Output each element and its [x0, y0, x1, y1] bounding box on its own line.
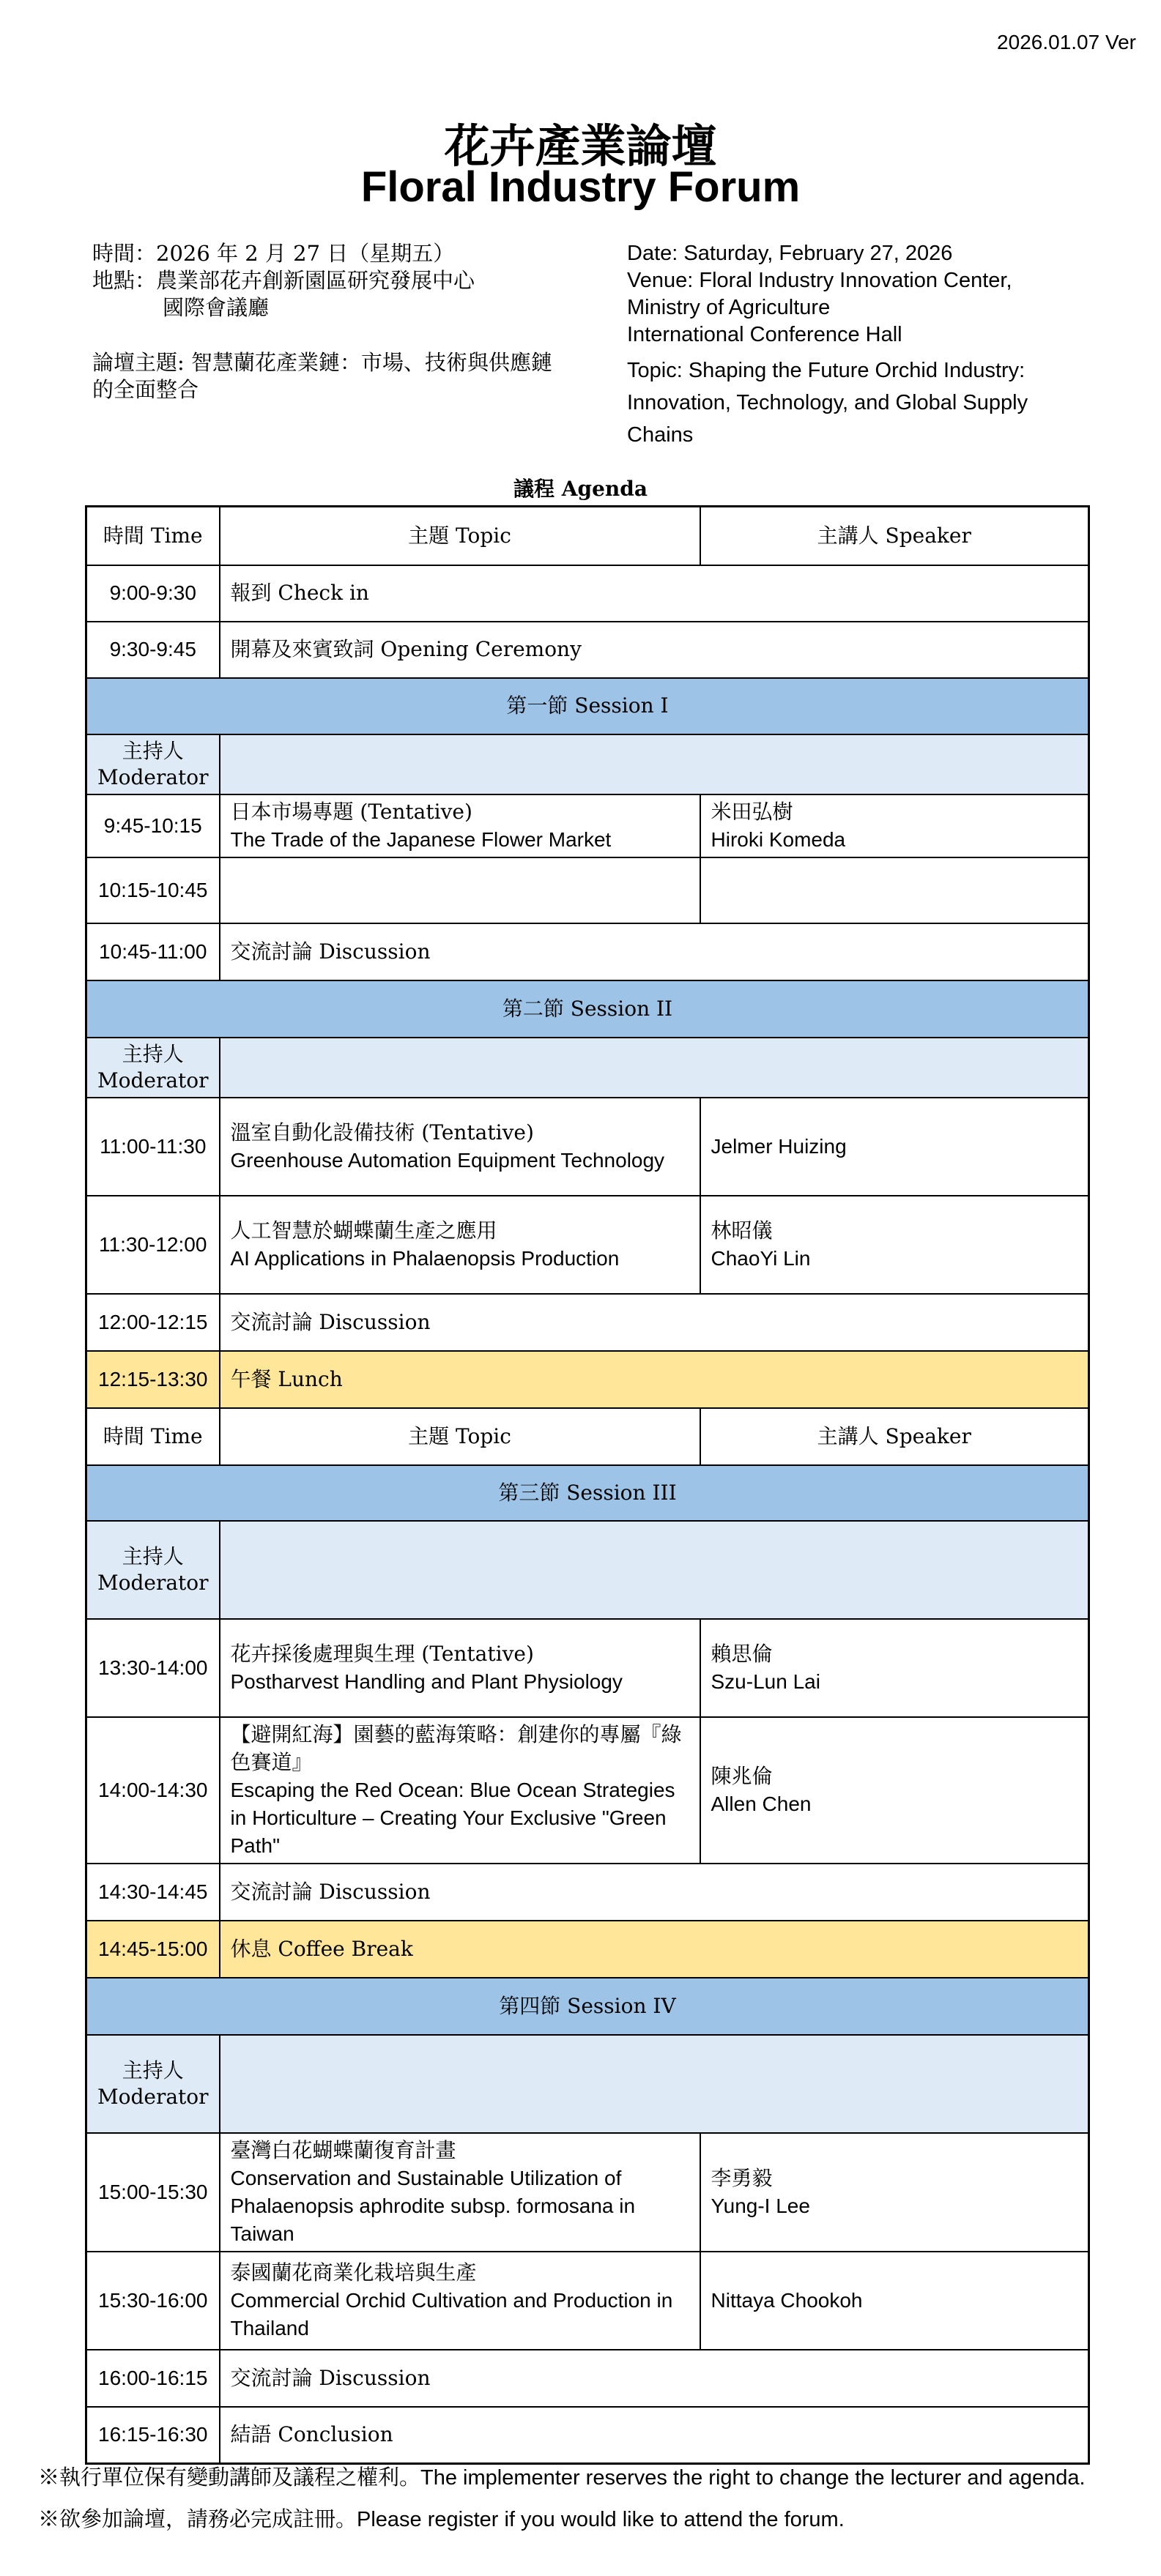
session-label: 第一節 Session I: [86, 678, 1089, 734]
info-venue-en: Venue: Floral Industry Innovation Center,: [627, 269, 1012, 292]
row-time: 12:15-13:30: [86, 1351, 220, 1408]
row-time: 12:00-12:15: [86, 1294, 220, 1351]
coffee-break-row: [86, 1921, 1089, 1978]
moderator-label: [86, 1038, 220, 1098]
table-row: [86, 2252, 1089, 2350]
header-topic: 主題 Topic: [220, 507, 700, 565]
info-topic-en-3: Chains: [627, 423, 694, 447]
info-venue-zh-2: 國際會議廳: [163, 295, 270, 320]
header-speaker: 主講人 Speaker: [700, 507, 1089, 565]
title-english: Floral Industry Forum: [360, 163, 801, 211]
row-speaker: [700, 1619, 1089, 1717]
speaker-zh: 陳兆倫: [711, 1763, 773, 1788]
row-time: 10:45-11:00: [86, 923, 220, 980]
info-time-zh: 時間：2026 年 2 月 27 日（星期五）: [92, 241, 455, 266]
row-time: 14:00-14:30: [86, 1717, 220, 1864]
speaker-en: Yung-I Lee: [711, 2194, 810, 2217]
row-topic: [220, 794, 700, 857]
session-label: 第三節 Session III: [86, 1465, 1089, 1521]
moderator-row: [86, 1038, 1089, 1098]
moderator-en: Moderator: [97, 2084, 209, 2109]
moderator-label: [86, 1521, 220, 1619]
moderator-en: Moderator: [97, 764, 209, 789]
footnote-2-zh: ※欲參加論壇，請務必完成註冊。: [38, 2506, 357, 2531]
topic-zh: 花卉採後處理與生理 (Tentative): [230, 1641, 534, 1666]
table-row: [86, 1864, 1089, 1921]
row-time: 16:00-16:15: [86, 2350, 220, 2407]
moderator-label: [86, 734, 220, 794]
table-row: [86, 565, 1089, 622]
row-topic: 報到 Check in: [220, 565, 1089, 622]
speaker-zh: 林昭儀: [711, 1218, 773, 1243]
topic-en: Postharvest Handling and Plant Physiology: [230, 1669, 623, 1693]
row-topic: 交流討論 Discussion: [220, 1294, 1089, 1351]
row-topic: [220, 857, 700, 923]
session-label: 第四節 Session IV: [86, 1978, 1089, 2035]
header-row: [86, 507, 1089, 565]
row-time: 9:30-9:45: [86, 622, 220, 678]
session-row: [86, 1465, 1089, 1521]
topic-en: Greenhouse Automation Equipment Technology: [230, 1148, 665, 1172]
title-chinese: 花卉產業論壇: [444, 119, 717, 173]
table-row: [86, 857, 1089, 923]
session-row: [86, 980, 1089, 1038]
moderator-label: [86, 2035, 220, 2133]
row-time: 9:00-9:30: [86, 565, 220, 622]
row-topic: [220, 2252, 700, 2350]
moderator-value: [220, 734, 1089, 794]
session-label: 第二節 Session II: [86, 980, 1089, 1038]
info-topic-en: Topic: Shaping the Future Orchid Industry:: [627, 359, 1025, 382]
moderator-zh: 主持人: [122, 2058, 184, 2082]
footnote-1-zh: ※執行單位保有變動講師及議程之權利。: [38, 2465, 421, 2490]
moderator-en: Moderator: [97, 1068, 209, 1092]
table-row: [86, 923, 1089, 980]
footnote-1-en: The implementer reserves the right to change the lecturer and agenda.: [420, 2466, 1086, 2490]
row-topic: 開幕及來賓致詞 Opening Ceremony: [220, 622, 1089, 678]
row-topic: 交流討論 Discussion: [220, 1864, 1089, 1921]
speaker-zh: 米田弘樹: [711, 799, 793, 824]
row-speaker: [700, 1717, 1089, 1864]
topic-zh: 臺灣白花蝴蝶蘭復育計畫: [230, 2137, 456, 2162]
topic-en: AI Applications in Phalaenopsis Production: [230, 1246, 620, 1270]
row-time: 10:15-10:45: [86, 857, 220, 923]
info-venue-zh: 地點：農業部花卉創新園區研究發展中心: [92, 268, 475, 293]
moderator-value: [220, 2035, 1089, 2133]
row-time: 11:00-11:30: [86, 1098, 220, 1196]
speaker-en: Allen Chen: [711, 1792, 812, 1815]
footnote-2: [38, 2498, 1086, 2540]
moderator-row: [86, 1521, 1089, 1619]
row-speaker: [700, 857, 1089, 923]
row-time: 16:15-16:30: [86, 2407, 220, 2464]
session-row: [86, 678, 1089, 734]
row-time: 15:30-16:00: [86, 2252, 220, 2350]
moderator-value: [220, 1038, 1089, 1098]
table-row: [86, 2350, 1089, 2407]
row-topic: [220, 1619, 700, 1717]
table-row: [86, 1717, 1089, 1864]
speaker-en: Hiroki Komeda: [711, 827, 846, 851]
header-topic: 主題 Topic: [220, 1408, 700, 1465]
table-row: [86, 794, 1089, 857]
lunch-row: [86, 1351, 1089, 1408]
topic-en: Conservation and Sustainable Utilization of Phalaenopsis aphrodite subsp. formosana in Taiwan: [230, 2166, 636, 2245]
info-topic-zh-2: 的全面整合: [92, 377, 199, 402]
moderator-row: [86, 2035, 1089, 2133]
header-speaker: 主講人 Speaker: [700, 1408, 1089, 1465]
table-row: [86, 1294, 1089, 1351]
row-time: 9:45-10:15: [86, 794, 220, 857]
speaker-en: Szu-Lun Lai: [711, 1669, 820, 1693]
row-time: 14:45-15:00: [86, 1921, 220, 1978]
moderator-zh: 主持人: [122, 738, 184, 763]
table-row: [86, 2133, 1089, 2252]
header-row: [86, 1408, 1089, 1465]
row-topic: [220, 2133, 700, 2252]
info-venue-en-3: International Conference Hall: [627, 323, 902, 346]
topic-zh: 溫室自動化設備技術 (Tentative): [230, 1120, 534, 1144]
topic-zh: 泰國蘭花商業化栽培與生產: [230, 2260, 477, 2285]
topic-zh: 日本市場專題 (Tentative): [230, 799, 472, 824]
info-topic-en-2: Innovation, Technology, and Global Supply: [627, 391, 1028, 414]
row-speaker: [700, 1196, 1089, 1294]
header-time: 時間 Time: [86, 1408, 220, 1465]
table-row: [86, 1196, 1089, 1294]
row-topic: [220, 1196, 700, 1294]
info-chinese: [92, 240, 605, 403]
moderator-zh: 主持人: [122, 1041, 184, 1066]
version-label: 2026.01.07 Ver: [997, 31, 1136, 53]
topic-zh: 人工智慧於蝴蝶蘭生產之應用: [230, 1218, 497, 1243]
footnote-2-en: Please register if you would like to attend the forum.: [357, 2508, 845, 2531]
row-speaker: Nittaya Chookoh: [700, 2252, 1089, 2350]
row-time: 14:30-14:45: [86, 1864, 220, 1921]
row-topic: 結語 Conclusion: [220, 2407, 1089, 2464]
speaker-en: ChaoYi Lin: [711, 1246, 811, 1270]
row-topic: 休息 Coffee Break: [220, 1921, 1089, 1978]
footnotes: [38, 2457, 1086, 2540]
moderator-en: Moderator: [97, 1570, 209, 1595]
row-time: 13:30-14:00: [86, 1619, 220, 1717]
row-speaker: [700, 2133, 1089, 2252]
row-speaker: Jelmer Huizing: [700, 1098, 1089, 1196]
moderator-row: [86, 734, 1089, 794]
info-english: [627, 240, 1096, 451]
row-topic: 交流討論 Discussion: [220, 2350, 1089, 2407]
row-topic: 交流討論 Discussion: [220, 923, 1089, 980]
info-date-en: Date: Saturday, February 27, 2026: [627, 242, 953, 265]
footnote-1: [38, 2457, 1086, 2498]
row-time: 11:30-12:00: [86, 1196, 220, 1294]
session-row: [86, 1978, 1089, 2035]
agenda-title: 議程 Agenda: [513, 477, 648, 501]
header-time: 時間 Time: [86, 507, 220, 565]
moderator-value: [220, 1521, 1089, 1619]
topic-en: Escaping the Red Ocean: Blue Ocean Strategies in Horticulture – Creating Your Exclusive "Green Path": [230, 1778, 675, 1857]
row-topic: [220, 1717, 700, 1864]
table-row: [86, 1619, 1089, 1717]
topic-zh: 【避開紅海】園藝的藍海策略：創建你的專屬『綠色賽道』: [230, 1721, 682, 1774]
speaker-zh: 賴思倫: [711, 1641, 773, 1666]
info-venue-en-2: Ministry of Agriculture: [627, 296, 831, 319]
table-row: [86, 622, 1089, 678]
speaker-zh: 李勇毅: [711, 2165, 773, 2190]
row-topic: 午餐 Lunch: [220, 1351, 1089, 1408]
agenda-table: [85, 505, 1088, 2465]
topic-en: The Trade of the Japanese Flower Market: [230, 827, 612, 851]
moderator-zh: 主持人: [122, 1544, 184, 1568]
info-topic-zh: 論壇主題: 智慧蘭花產業鏈：市場、技術與供應鏈: [92, 350, 552, 375]
row-topic: [220, 1098, 700, 1196]
table-row: [86, 2407, 1089, 2464]
row-time: 15:00-15:30: [86, 2133, 220, 2252]
table-row: [86, 1098, 1089, 1196]
topic-en: Commercial Orchid Cultivation and Production in Thailand: [230, 2288, 673, 2339]
row-speaker: [700, 794, 1089, 857]
